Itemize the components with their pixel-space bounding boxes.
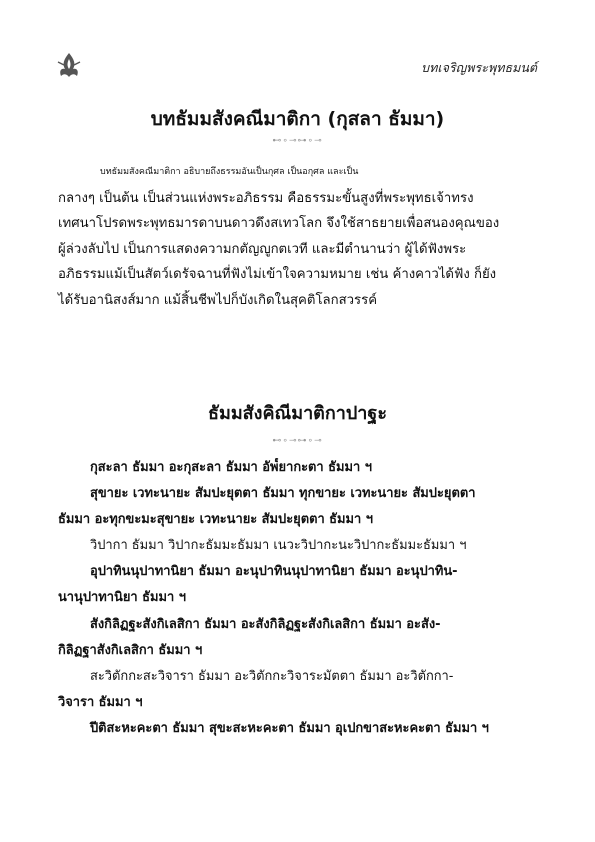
title-ornament-divider: ⊷∘⊸⊶∘⊸ — [272, 436, 323, 446]
intro-line: ได้รับอานิสงส์มาก แม้สิ้นชีพไปก็บังเกิดในสุคติโลกสวรรค์ — [58, 292, 378, 308]
intro-line: เทศนาโปรดพระพุทธมารดาบนดาวดึงสเทวโลก จึงใช้สาธยายเพื่อสนองคุณของ — [58, 216, 500, 232]
intro-line: กลางๆ เป็นต้น เป็นส่วนแห่งพระอภิธรรม คือธรรมะขั้นสูงที่พระพุทธเจ้าทรง — [58, 190, 474, 206]
chant-verses — [58, 455, 528, 742]
verse-line: วิปากา ธัมมา วิปากะธัมมะธัมมา เนวะวิปากะนะวิปากะธัมมะธัมมา ฯ — [90, 538, 467, 554]
intro-line: บทธัมมสังคณีมาติกา อธิบายถึงธรรมอันเป็นกุศล เป็นอกุศล และเป็น — [100, 167, 359, 177]
verse-line: สะวิตักกะสะวิจารา ธัมมา อะวิตักกะวิจาระมัตตา ธัมมา อะวิตักกา- — [90, 668, 454, 684]
running-header-title: บทเจริญพระพุทธมนต์ — [421, 60, 537, 75]
verse-line: สุขายะ เวทะนายะ สัมปะยุตตา ธัมมา ทุกขายะ เวทะนายะ สัมปะยุตตา — [90, 486, 476, 502]
section-title-dhammasangani-matika: บทธัมมสังคณีมาติกา (กุสลา ธัมมา) — [150, 108, 445, 130]
section-title-patha: ธัมมสังคิณีมาติกาปาฐะ — [207, 403, 388, 424]
verse-line: นานุปาทานิยา ธัมมา ฯ — [58, 590, 186, 606]
verse-line: กิลิฏฐาสังกิเลสิกา ธัมมา ฯ — [58, 642, 203, 658]
intro-line: ผู้ล่วงลับไป เป็นการแสดงความกตัญญูกตเวที และมีตำนานว่า ผู้ได้ฟังพระ — [58, 241, 467, 257]
intro-line: อภิธรรมแม้เป็นสัตว์เดรัจฉานที่ฟังไม่เข้าใจความหมาย เช่น ค้างคาวได้ฟัง ก็ยัง — [58, 267, 497, 283]
verse-line: ปีติสะหะคะตา ธัมมา สุขะสะหะคะตา ธัมมา อุเปกขาสะหะคะตา ธัมมา ฯ — [90, 720, 489, 736]
verse-line: กุสะลา ธัมมา อะกุสะลา ธัมมา อัพ๎ยากะตา ธัมมา ฯ — [90, 460, 372, 475]
title-ornament-divider: ⊷∘⊸⊶∘⊸ — [272, 136, 323, 146]
intro-paragraph — [58, 160, 528, 314]
verse-line: สังกิลิฏฐะสังกิเลสิกา ธัมมา อะสังกิลิฏฐะสังกิเลสิกา ธัมมา อะสัง- — [90, 616, 441, 632]
verse-line: อุปาทินนุปาทานิยา ธัมมา อะนุปาทินนุปาทานิยา ธัมมา อะนุปาทิน- — [90, 564, 458, 580]
verse-line: ธัมมา อะทุกขะมะสุขายะ เวทะนายะ สัมปะยุตตา ธัมมา ฯ — [58, 512, 373, 528]
verse-line: วิจารา ธัมมา ฯ — [58, 694, 143, 710]
temple-logo-icon — [54, 50, 84, 80]
